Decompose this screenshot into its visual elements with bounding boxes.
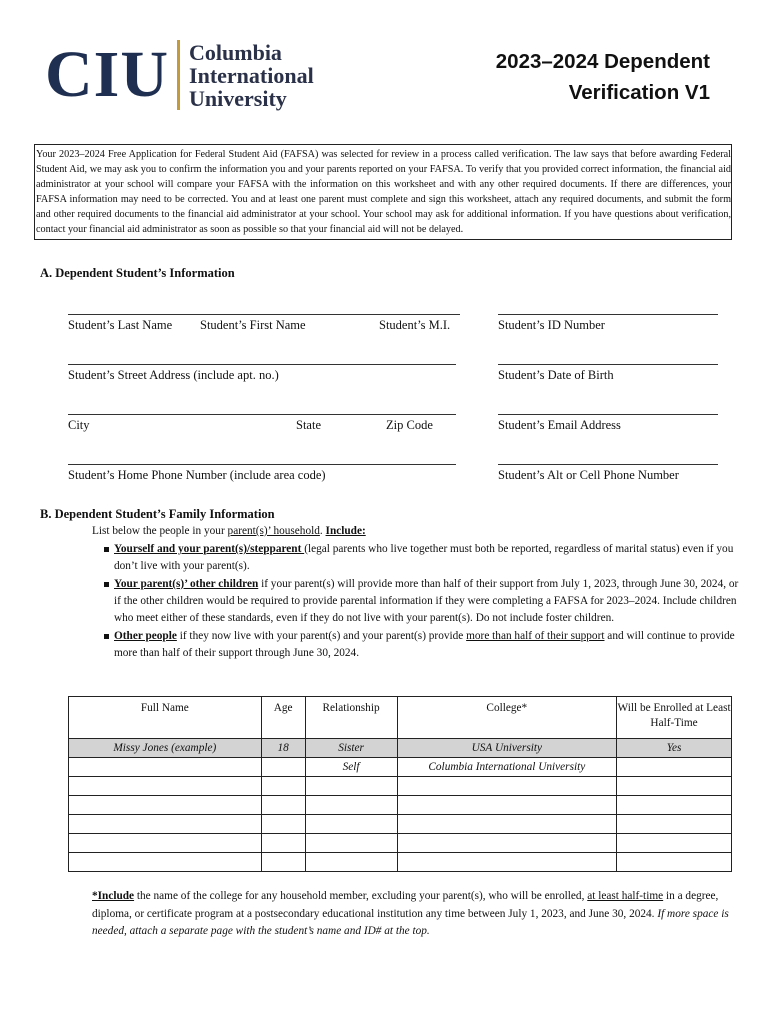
cell-half-time[interactable]	[617, 815, 732, 834]
cell-relationship[interactable]	[305, 853, 397, 872]
list-item	[104, 628, 744, 662]
col-college: College*	[397, 697, 617, 739]
table-row	[69, 758, 732, 777]
home-phone-label: Student’s Home Phone Number (include area code)	[68, 468, 326, 482]
cell-college[interactable]	[397, 853, 617, 872]
cell-college: USA University	[397, 739, 617, 758]
city-label: City	[68, 418, 90, 432]
mi-label: Student’s M.I.	[379, 318, 451, 332]
cell-age[interactable]	[261, 853, 305, 872]
col-full-name: Full Name	[69, 697, 262, 739]
household-instruction	[92, 523, 366, 540]
alt-phone-label: Student’s Alt or Cell Phone Number	[498, 468, 679, 482]
cell-name[interactable]	[69, 815, 262, 834]
street-line[interactable]	[68, 364, 456, 365]
footnote-text: the name of the college for any household member, excluding your parent(s), who will be enrolled,	[134, 890, 588, 902]
title-line-2: Verification V1	[568, 81, 710, 104]
col-age: Age	[261, 697, 305, 739]
footnote-underlined: at least half-time	[587, 890, 664, 902]
cell-name[interactable]	[69, 834, 262, 853]
cell-relationship[interactable]	[305, 796, 397, 815]
cell-college[interactable]	[397, 834, 617, 853]
dob-line[interactable]	[498, 364, 718, 365]
cell-name[interactable]	[69, 758, 262, 777]
cell-relationship[interactable]	[305, 815, 397, 834]
home-phone-line[interactable]	[68, 464, 456, 465]
intro-paragraph: Your 2023–2024 Free Application for Federal Student Aid (FAFSA) was selected for review in a process called verification. The law says that before awarding Federal Student Aid, we may ask you to confirm the information you and your parents reported on your FAFSA. To verify that you provided correct information, the financial aid administrator at your school will compare your FAFSA with the information on this worksheet and with any other required documents. If there are differences, your FAFSA information may need to be corrected. You and at least one parent must complete and sign this worksheet, attach any required documents, and submit the form and other required documents to the financial aid administrator at your school. Your school may ask for additional information. If you have questions about verification, contact your financial aid administrator as soon as possible so that your financial aid will not be delayed.	[34, 144, 732, 240]
table-row	[69, 777, 732, 796]
household-table	[68, 696, 732, 872]
logo-wordmark	[189, 41, 314, 110]
alt-phone-line[interactable]	[498, 464, 718, 465]
cell-half-time[interactable]	[617, 853, 732, 872]
cell-age[interactable]	[261, 758, 305, 777]
section-b-heading: B. Dependent Student’s Family Information	[40, 507, 275, 521]
email-label: Student’s Email Address	[498, 418, 621, 432]
section-a-heading: A. Dependent Student’s Information	[40, 266, 235, 280]
id-number-line[interactable]	[498, 314, 718, 315]
instruction-text: List below the people in your	[92, 525, 228, 537]
email-line[interactable]	[498, 414, 718, 415]
instruction-include: Include:	[325, 525, 366, 537]
document-title	[496, 46, 710, 108]
col-relationship: Relationship	[305, 697, 397, 739]
list-item	[104, 576, 744, 627]
name-line[interactable]	[68, 314, 460, 315]
logo-word-2: International	[189, 62, 314, 88]
cell-name[interactable]	[69, 853, 262, 872]
dob-label: Student’s Date of Birth	[498, 368, 614, 382]
bullet-text: if they now live with your parent(s) and your parent(s) provide	[176, 630, 467, 642]
cell-relationship[interactable]: Self	[305, 758, 397, 777]
cell-half-time[interactable]	[617, 834, 732, 853]
title-line-1: 2023–2024 Dependent	[495, 50, 710, 73]
state-label: State	[296, 418, 321, 432]
footnote-text-2: in a degree, diploma, or certificate program at a postsecondary educational institution any time between July 1, 2023, and June 30, 2024.	[92, 890, 719, 920]
bullet-underlined: more than half of their support	[466, 630, 605, 642]
include-list	[104, 541, 744, 663]
table-row	[69, 796, 732, 815]
cell-name[interactable]	[69, 777, 262, 796]
col-half-time: Will be Enrolled at Least Half-Time	[617, 697, 732, 739]
table-row-example	[69, 739, 732, 758]
table-row	[69, 815, 732, 834]
cell-age: 18	[261, 739, 305, 758]
bullet-text: (legal parents who live together must both be reported, regardless of marital status) even if you don’t live with your parent(s).	[114, 543, 734, 572]
table-row	[69, 834, 732, 853]
logo-mark: CIU	[45, 38, 170, 111]
list-item	[104, 541, 744, 575]
logo-word-1: Columbia	[189, 39, 282, 65]
bullet-lead: Other people	[114, 630, 177, 642]
table-row	[69, 853, 732, 872]
street-label: Student’s Street Address (include apt. no.)	[68, 368, 279, 382]
cell-age[interactable]	[261, 815, 305, 834]
cell-age[interactable]	[261, 834, 305, 853]
bullet-text: if your parent(s) will provide more than half of their support from July 1, 2023, through June 30, 2024, or if the other children would be required to provide parental information if they were completing a FAFSA for 2023–2024. Include children who meet either of these standards, even if they do not live with your parent(s). Do not include foster children.	[114, 578, 739, 624]
cell-name: Missy Jones (example)	[69, 739, 262, 758]
cell-relationship: Sister	[305, 739, 397, 758]
logo-divider	[177, 40, 180, 110]
cell-half-time[interactable]	[617, 796, 732, 815]
cell-college[interactable]	[397, 777, 617, 796]
id-number-label: Student’s ID Number	[498, 318, 605, 332]
cell-half-time[interactable]	[617, 758, 732, 777]
cell-half-time: Yes	[617, 739, 732, 758]
instruction-period: .	[319, 525, 326, 537]
cell-college[interactable]	[397, 796, 617, 815]
zip-label: Zip Code	[386, 418, 433, 432]
cell-name[interactable]	[69, 796, 262, 815]
cell-college[interactable]: Columbia International University	[397, 758, 617, 777]
cell-age[interactable]	[261, 796, 305, 815]
bullet-text-end: and will continue to provide more than half of their support through June 30, 2024.	[114, 630, 735, 659]
last-name-label: Student’s Last Name	[68, 318, 173, 332]
first-name-label: Student’s First Name	[200, 318, 306, 332]
instruction-underlined: parent(s)’ household	[227, 525, 320, 537]
city-state-zip-line[interactable]	[68, 414, 456, 415]
college-footnote	[92, 888, 742, 941]
logo-word-3: University	[189, 85, 287, 111]
cell-college[interactable]	[397, 815, 617, 834]
footnote-italic: If more space is needed, attach a separate page with the student’s name and ID# at the top.	[92, 907, 729, 937]
cell-half-time[interactable]	[617, 777, 732, 796]
cell-relationship[interactable]	[305, 777, 397, 796]
footnote-lead: *Include	[92, 890, 135, 902]
bullet-lead: Yourself and your parent(s)/stepparent	[114, 543, 305, 555]
table-header-row	[69, 697, 732, 739]
cell-relationship[interactable]	[305, 834, 397, 853]
cell-age[interactable]	[261, 777, 305, 796]
bullet-lead: Your parent(s)’ other children	[114, 578, 259, 590]
ciu-logo	[45, 36, 314, 114]
